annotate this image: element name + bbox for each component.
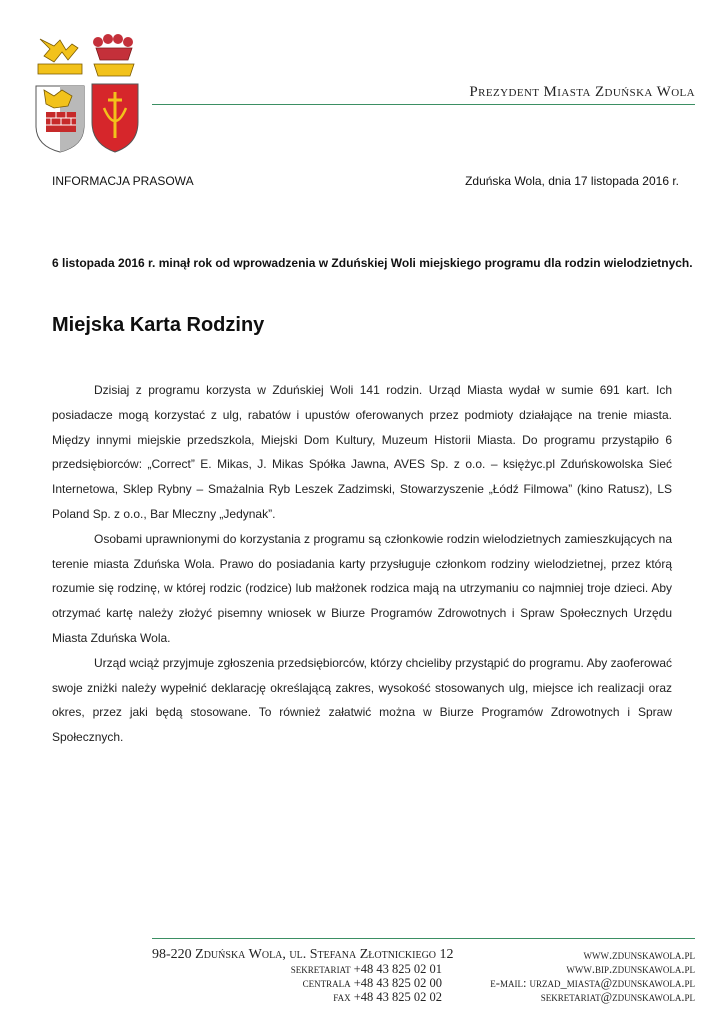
footer-secretariat-email-link[interactable]: sekretariat@zdunskawola.pl [540, 990, 695, 1004]
footer-address: 98-220 Zduńska Wola, ul. Stefana Złotnickiego 12 [152, 947, 454, 962]
footer-switchboard-phone: centrala +48 43 825 02 00 [302, 976, 442, 990]
document-date: Zduńska Wola, dnia 17 listopada 2016 r. [465, 174, 679, 188]
article-body [52, 378, 672, 750]
city-crests [32, 34, 144, 154]
golden-lion-crest-icon [36, 39, 84, 152]
paragraph: Dzisiaj z programu korzysta w Zduńskiej Woli 141 rodzin. Urząd Miasta wydał w sumie 691 kart. Ich posiadacze mogą korzystać z ulg, rabatów i upustów oferowanych przez podmioty działające na trenie miasta. Między innymi miejskie przedszkola, Miejski Dom Kultury, Muzeum Historii Miasta. Do programu przystąpiło 6 przedsiębiorców: „Correct” E. Mikas, J. Mikas Spółka Jawna, AVES Sp. z o.o. – księżyc.pl Zduńskowolska Sieć Internetowa, Sklep Rybny – Smażalnia Ryb Leszek Zadzimski, Stowarzyszenie „Łódź Filmowa” (kino Ratusz), LS Poland Sp. z o.o., Bar Mleczny „Jedynak”. [52, 383, 672, 521]
footer-website-link[interactable]: www.zdunskawola.pl [583, 948, 695, 962]
document-type: INFORMACJA PRASOWA [52, 174, 194, 188]
paragraph: Urząd wciąż przyjmuje zgłoszenia przedsiębiorców, którzy chcieliby przystąpić do programu. Aby zaoferować swoje zniżki należy wypełnić deklarację określającą zakres, wysokość stosowanych ulg, miejsce ich realizacji oraz okres, przez jaki będą stosowane. To również załatwić można w Biurze Programów Zdrowotnych i Spraw Społecznych. [52, 655, 672, 745]
footer-fax: fax +48 43 825 02 02 [333, 990, 442, 1004]
jastrzebiec-crest-icon [92, 34, 138, 152]
footer-bip-link[interactable]: www.bip.zdunskawola.pl [566, 962, 695, 976]
article-heading: Miejska Karta Rodziny [52, 314, 265, 336]
header-divider [152, 104, 695, 105]
lead-text: 6 listopada 2016 r. minął rok od wprowadzenia w Zduńskiej Woli miejskiego programu dla rodzin wielodzietnych. [52, 256, 693, 270]
footer-contact [152, 947, 454, 1004]
paragraph: Osobami uprawnionymi do korzystania z programu są członkowie rodzin wielodzietnych zamieszkujących na terenie miasta Zduńska Wola. Prawo do posiadania karty przysługuje członkom rodziny wielodzietnej, przez którą rozumie się rodzinę, w której rodzic (rodzice) lub małżonek rodzica mają na utrzymaniu co najmniej troje dzieci. Aby otrzymać kartę należy złożyć pisemny wniosek w Biurze Programów Zdrowotnych i Spraw Społecznych Urzędu Miasta Zduńska Wola. [52, 531, 672, 645]
footer-email-link[interactable]: e-mail: urzad_miasta@zdunskawola.pl [490, 976, 695, 990]
footer-secretariat-phone: sekretariat +48 43 825 02 01 [290, 962, 442, 976]
footer-links [490, 948, 695, 1004]
header-title: Prezydent Miasta Zduńska Wola [469, 84, 695, 100]
footer-divider [152, 938, 695, 939]
